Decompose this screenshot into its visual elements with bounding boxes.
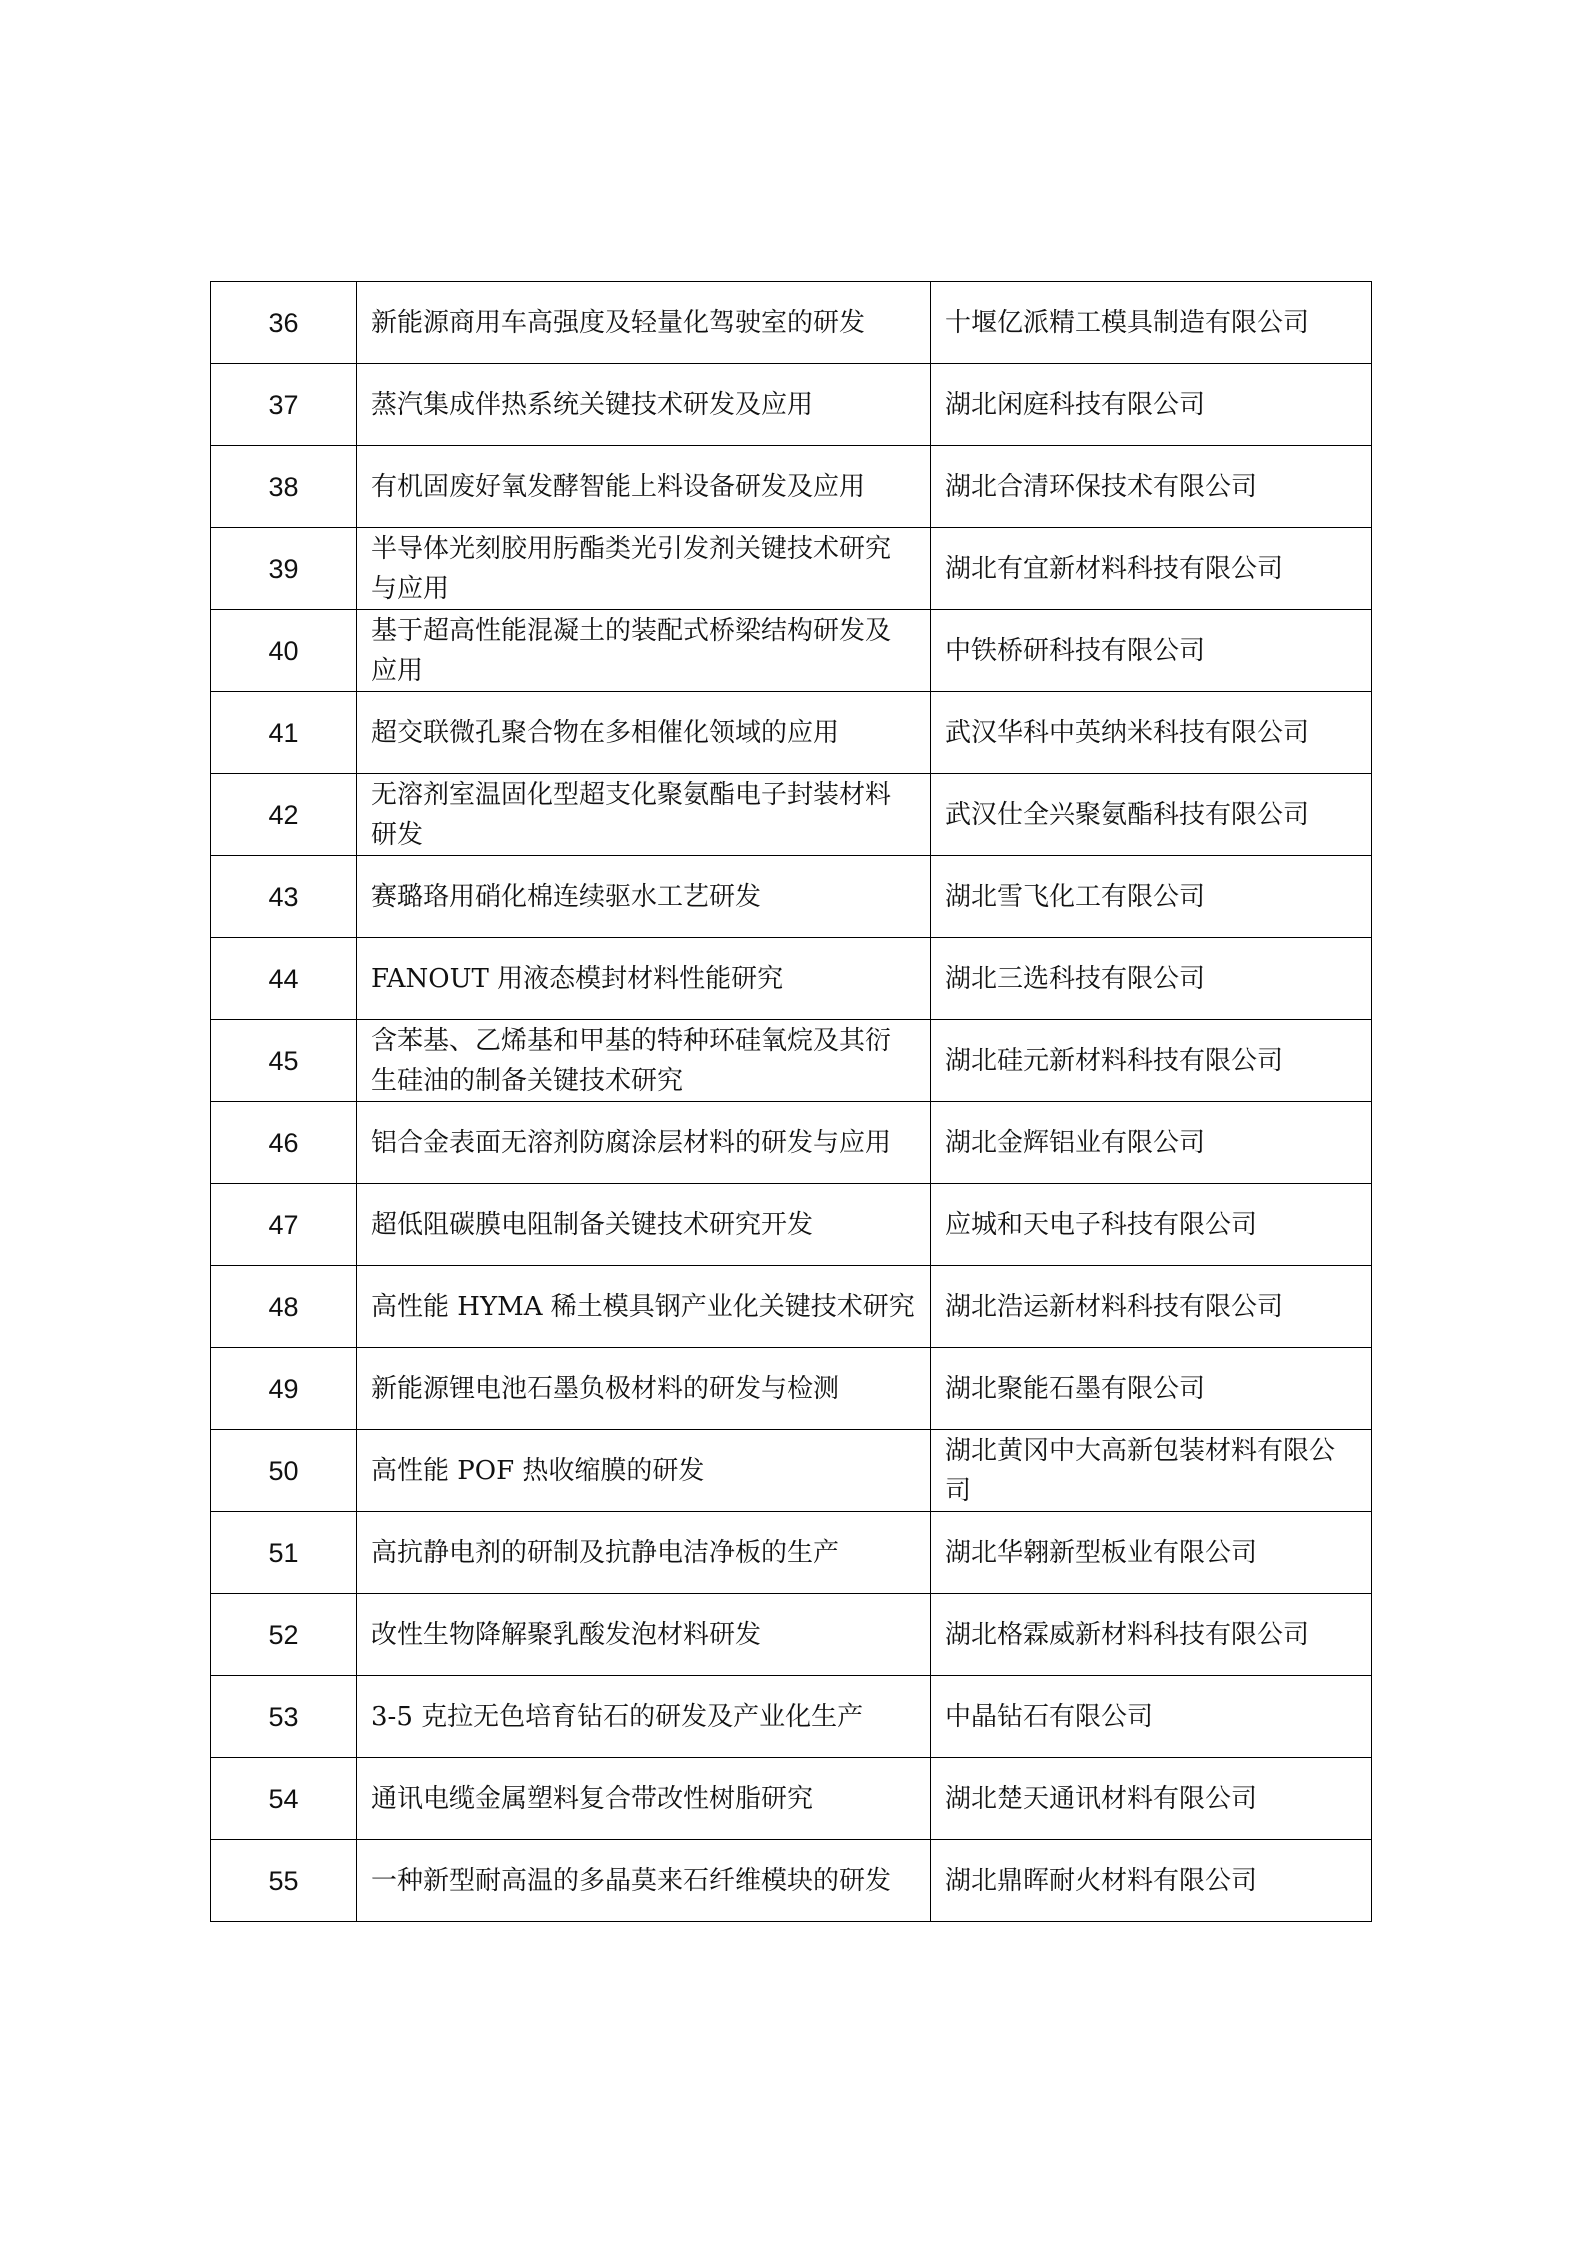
row-number: 38 [211,446,357,528]
row-number: 51 [211,1512,357,1594]
company-name: 武汉华科中英纳米科技有限公司 [931,692,1372,774]
row-number: 54 [211,1758,357,1840]
row-number: 36 [211,282,357,364]
company-name: 湖北聚能石墨有限公司 [931,1348,1372,1430]
company-name: 中铁桥研科技有限公司 [931,610,1372,692]
project-name: 超交联微孔聚合物在多相催化领域的应用 [357,692,931,774]
table-row [211,1020,1372,1102]
company-name: 湖北华翱新型板业有限公司 [931,1512,1372,1594]
company-name: 湖北金辉铝业有限公司 [931,1102,1372,1184]
company-name: 湖北黄冈中大高新包装材料有限公司 [931,1430,1372,1512]
row-number: 39 [211,528,357,610]
table-row [211,692,1372,774]
table-row [211,1348,1372,1430]
project-name: 3-5 克拉无色培育钻石的研发及产业化生产 [357,1676,931,1758]
row-number: 41 [211,692,357,774]
table-row [211,282,1372,364]
row-number: 44 [211,938,357,1020]
company-name: 湖北三选科技有限公司 [931,938,1372,1020]
table-row [211,1184,1372,1266]
company-name: 应城和天电子科技有限公司 [931,1184,1372,1266]
project-name: 改性生物降解聚乳酸发泡材料研发 [357,1594,931,1676]
table-row [211,364,1372,446]
company-name: 湖北闲庭科技有限公司 [931,364,1372,446]
project-table [210,281,1372,1922]
company-name: 湖北硅元新材料科技有限公司 [931,1020,1372,1102]
row-number: 43 [211,856,357,938]
table-row [211,1840,1372,1922]
project-name: 通讯电缆金属塑料复合带改性树脂研究 [357,1758,931,1840]
company-name: 湖北楚天通讯材料有限公司 [931,1758,1372,1840]
project-name: 高性能 POF 热收缩膜的研发 [357,1430,931,1512]
project-name: 无溶剂室温固化型超支化聚氨酯电子封装材料研发 [357,774,931,856]
table-row [211,1594,1372,1676]
row-number: 46 [211,1102,357,1184]
table-row [211,1512,1372,1594]
project-name: 赛璐珞用硝化棉连续驱水工艺研发 [357,856,931,938]
row-number: 40 [211,610,357,692]
row-number: 48 [211,1266,357,1348]
row-number: 53 [211,1676,357,1758]
project-name: FANOUT 用液态模封材料性能研究 [357,938,931,1020]
company-name: 十堰亿派精工模具制造有限公司 [931,282,1372,364]
row-number: 50 [211,1430,357,1512]
row-number: 47 [211,1184,357,1266]
project-name: 一种新型耐高温的多晶莫来石纤维模块的研发 [357,1840,931,1922]
row-number: 49 [211,1348,357,1430]
project-name: 含苯基、乙烯基和甲基的特种环硅氧烷及其衍生硅油的制备关键技术研究 [357,1020,931,1102]
table-row [211,1676,1372,1758]
row-number: 52 [211,1594,357,1676]
company-name: 中晶钻石有限公司 [931,1676,1372,1758]
project-name: 新能源锂电池石墨负极材料的研发与检测 [357,1348,931,1430]
company-name: 湖北格霖威新材料科技有限公司 [931,1594,1372,1676]
table-row [211,1430,1372,1512]
project-name: 超低阻碳膜电阻制备关键技术研究开发 [357,1184,931,1266]
table-row [211,1266,1372,1348]
project-name: 基于超高性能混凝土的装配式桥梁结构研发及应用 [357,610,931,692]
table-row [211,528,1372,610]
project-table-body [211,282,1372,1922]
company-name: 湖北雪飞化工有限公司 [931,856,1372,938]
table-row [211,610,1372,692]
table-row [211,446,1372,528]
company-name: 湖北有宜新材料科技有限公司 [931,528,1372,610]
project-name: 新能源商用车高强度及轻量化驾驶室的研发 [357,282,931,364]
table-row [211,938,1372,1020]
company-name: 武汉仕全兴聚氨酯科技有限公司 [931,774,1372,856]
project-name: 铝合金表面无溶剂防腐涂层材料的研发与应用 [357,1102,931,1184]
table-row [211,1758,1372,1840]
row-number: 45 [211,1020,357,1102]
project-name: 高抗静电剂的研制及抗静电洁净板的生产 [357,1512,931,1594]
project-name: 蒸汽集成伴热系统关键技术研发及应用 [357,364,931,446]
table-row [211,1102,1372,1184]
row-number: 55 [211,1840,357,1922]
project-name: 有机固废好氧发酵智能上料设备研发及应用 [357,446,931,528]
company-name: 湖北合清环保技术有限公司 [931,446,1372,528]
project-name: 半导体光刻胶用肟酯类光引发剂关键技术研究与应用 [357,528,931,610]
company-name: 湖北鼎晖耐火材料有限公司 [931,1840,1372,1922]
company-name: 湖北浩运新材料科技有限公司 [931,1266,1372,1348]
table-row [211,774,1372,856]
row-number: 37 [211,364,357,446]
table-row [211,856,1372,938]
row-number: 42 [211,774,357,856]
project-name: 高性能 HYMA 稀土模具钢产业化关键技术研究 [357,1266,931,1348]
